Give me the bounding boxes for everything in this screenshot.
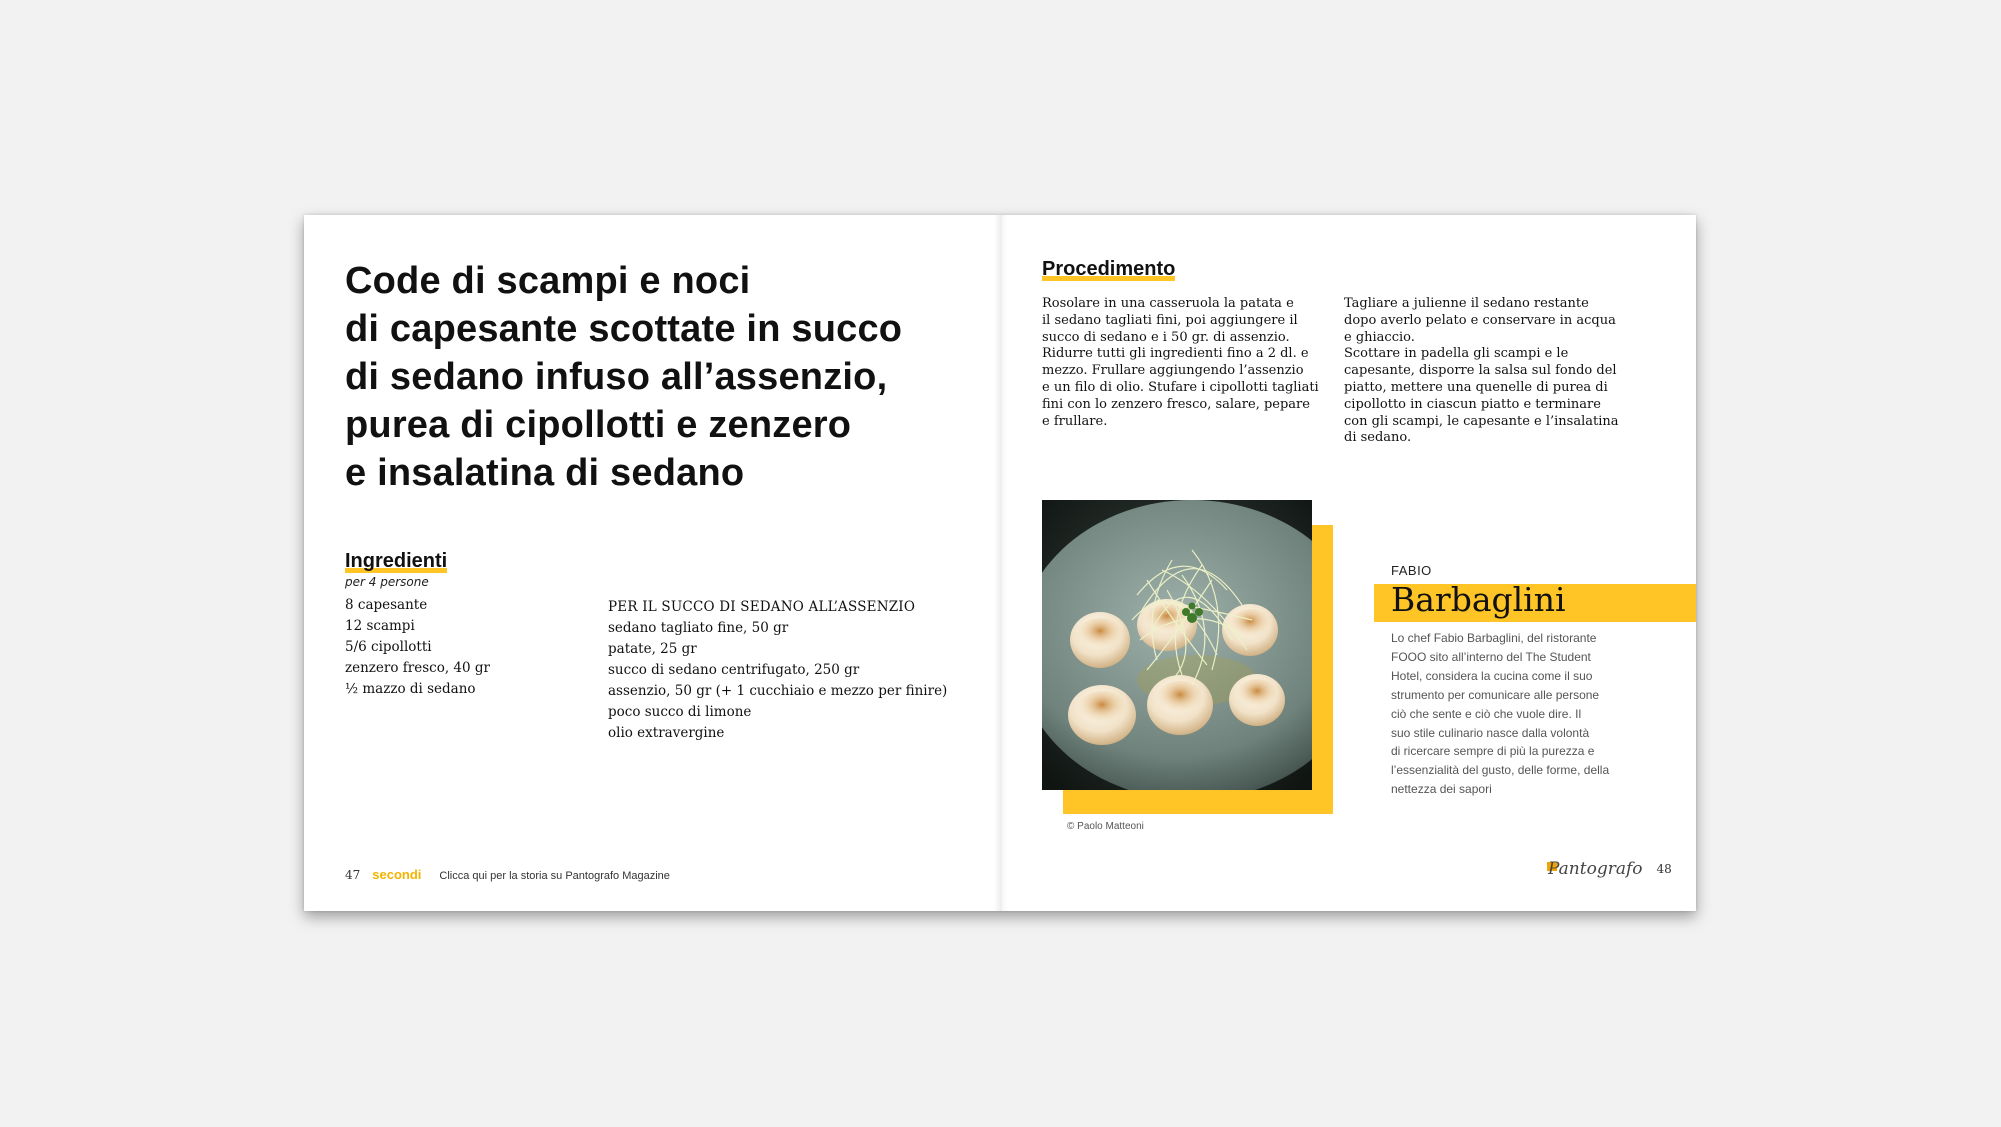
section-label: secondi — [372, 867, 422, 882]
ingredients-heading-wrap — [345, 550, 447, 572]
text-line: suo stile culinario nasce dalla volontà — [1391, 725, 1590, 740]
pantografo-logo — [1548, 859, 1643, 879]
list-item: zenzero fresco, 40 gr — [345, 660, 490, 676]
text-line: fini con lo zenzero fresco, salare, pepare — [1042, 396, 1310, 412]
procedure-heading-wrap — [1042, 258, 1175, 280]
list-item: ½ mazzo di sedano — [345, 681, 476, 697]
text-line: Ridurre tutti gli ingredienti fino a 2 dl. e — [1042, 346, 1309, 362]
text-line: l’essenzialità del gusto, delle forme, della — [1391, 763, 1610, 778]
procedure-heading: Procedimento — [1042, 258, 1176, 280]
left-page — [304, 215, 1000, 911]
page-number: 47 — [345, 868, 361, 882]
text-line: e frullare. — [1042, 413, 1108, 429]
story-link[interactable]: Clicca qui per la storia su Pantografo Magazine — [439, 870, 670, 882]
text-line: con gli scampi, le capesante e l’insalatina — [1344, 413, 1619, 429]
chef-bio — [1391, 629, 1651, 799]
list-item: sedano tagliato fine, 50 gr — [608, 620, 789, 636]
text-line: FOOO sito all’interno del The Student — [1391, 649, 1591, 664]
list-item: 12 scampi — [345, 618, 415, 634]
title-line: di sedano infuso all’assenzio, — [345, 356, 888, 398]
left-footer — [345, 867, 670, 882]
right-page — [1000, 215, 1696, 911]
ingredients-main-list — [345, 595, 490, 700]
list-item: patate, 25 gr — [608, 641, 697, 657]
list-item: succo di sedano centrifugato, 250 gr — [608, 662, 860, 678]
chef-last-name: Barbaglini — [1391, 580, 1566, 619]
text-line: strumento per comunicare alle persone — [1391, 687, 1600, 702]
page-number: 48 — [1656, 862, 1672, 876]
text-line: capesante, disporre la salsa sul fondo del — [1344, 363, 1617, 379]
text-line: Lo chef Fabio Barbaglini, del ristorante — [1391, 631, 1597, 645]
ingredients-sauce-list — [608, 597, 947, 744]
title-line: e insalatina di sedano — [345, 452, 745, 494]
title-line: purea di cipollotti e zenzero — [345, 404, 852, 446]
text-line: ciò che sente e ciò che vuole dire. Il — [1391, 706, 1582, 721]
logo-text: Pantografo — [1548, 859, 1643, 879]
sauce-subheading: PER IL SUCCO DI SEDANO ALL’ASSENZIO — [608, 599, 916, 615]
ingredients-servings: per 4 persone — [345, 575, 429, 589]
text-line: Tagliare a julienne il sedano restante — [1344, 296, 1589, 311]
text-line: dopo averlo pelato e conservare in acqua — [1344, 312, 1616, 328]
text-line: e un filo di olio. Stufare i cipollotti tagliati — [1042, 379, 1319, 395]
text-line: Scottare in padella gli scampi e le — [1344, 346, 1569, 362]
procedure-column-1 — [1042, 296, 1319, 430]
text-line: mezzo. Frullare aggiungendo l’assenzio — [1042, 363, 1304, 379]
text-line: e ghiaccio. — [1344, 329, 1415, 345]
text-line: il sedano tagliati fini, poi aggiungere il — [1042, 312, 1298, 328]
chef-first-name: FABIO — [1391, 563, 1432, 578]
title-line: di capesante scottate in succo — [345, 308, 903, 350]
ingredients-heading: Ingredienti — [345, 550, 448, 572]
text-line: nettezza dei sapori — [1391, 782, 1492, 797]
title-line: Code di scampi e noci — [345, 260, 751, 302]
procedure-column-2 — [1344, 296, 1619, 447]
text-line: succo di sedano e i 50 gr. di assenzio. — [1042, 329, 1290, 345]
dish-photo — [1042, 500, 1312, 790]
text-line: di sedano. — [1344, 430, 1412, 446]
right-footer — [1548, 859, 1672, 879]
text-line: Rosolare in una casseruola la patata e — [1042, 296, 1294, 311]
list-item: poco succo di limone — [608, 704, 752, 720]
text-line: piatto, mettere una quenelle di purea di — [1344, 379, 1608, 395]
text-line: di ricercare sempre di più la purezza e — [1391, 744, 1595, 759]
list-item: olio extravergine — [608, 725, 725, 741]
recipe-title — [345, 257, 965, 497]
list-item: 5/6 cipollotti — [345, 639, 432, 655]
list-item: assenzio, 50 gr (+ 1 cucchiaio e mezzo per finire) — [608, 683, 948, 699]
photo-credit: © Paolo Matteoni — [1067, 821, 1144, 832]
text-line: Hotel, considera la cucina come il suo — [1391, 668, 1593, 683]
magazine-spread — [304, 215, 1696, 911]
text-line: cipollotto in ciascun piatto e terminare — [1344, 396, 1601, 412]
list-item: 8 capesante — [345, 597, 428, 613]
